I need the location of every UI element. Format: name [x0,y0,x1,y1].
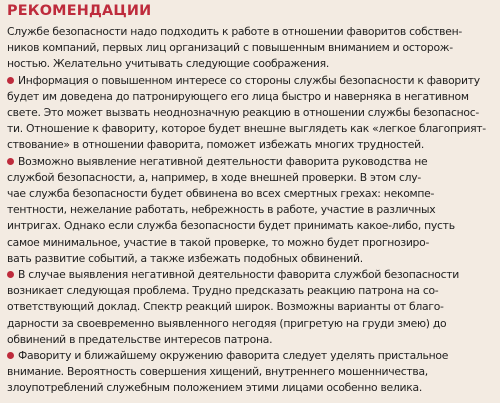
recommendation-text: Информация о повышенном интересе со стороны службы безопасности к фавориту будет им доведена до патронирующего его лица быстро и наверняка в негативном свете. Это может вызвать неоднозначную реакцию в отношении службы безопаснос- ти. Отношение к фавориту, которое будет внешне выглядеть как «легкое благоприят- ствование» в отношении фаворита, поможет избежать многих трудностей. [7,73,486,152]
recommendation-item [7,73,491,154]
recommendation-item [7,154,491,267]
section-header [0,0,500,23]
recommendation-text: В случае выявления негативной деятельности фаворита службой безопасности возникает следующая проблема. Трудно предсказать реакцию патрона на со- ответствующий доклад. Спектр реакций широк. Возможны варианты от благо- дарности за своевременно выявленного негодяя (пригретую на груди змею) до обвинений в предательстве интересов патрона. [7,268,460,346]
recommendation-item [7,348,491,397]
bullet-icon [7,158,14,165]
section-title: РЕКОМЕНДАЦИИ [7,3,152,19]
article-body [0,23,500,397]
bullet-icon [7,352,14,359]
recommendation-text: Фавориту и ближайшему окружению фаворита следует уделять пристальное внимание. Вероятность совершения хищений, внутреннего мошенничества, злоупотреблений служебным положением этими лицами особенно велика. [7,349,449,395]
recommendation-text: Возможно выявление негативной деятельности фаворита руководства не службой безопасности, а, например, в ходе внешней проверки. В этом слу- чае служба безопасности будет обвинена во всех смертных грехах: некомпе- тентности, нежелание работать, небрежность в работе, участие в различных интригах. Однако если служба безопасности будет принимать какое-либо, пусть самое минимальное, участие в такой проверке, то можно будет прогнозиро- вать развитие событий, а также избежать подобных обвинений. [7,154,455,265]
recommendation-item [7,267,491,348]
bullet-icon [7,271,14,278]
bullet-icon [7,77,14,84]
intro-paragraph: Службе безопасности надо подходить к работе в отношении фаворитов собствен- ников компаний, первых лиц организаций с повышенным вниманием и осторож- ностью. Желательно учитывать следующие соображения. [7,25,462,71]
